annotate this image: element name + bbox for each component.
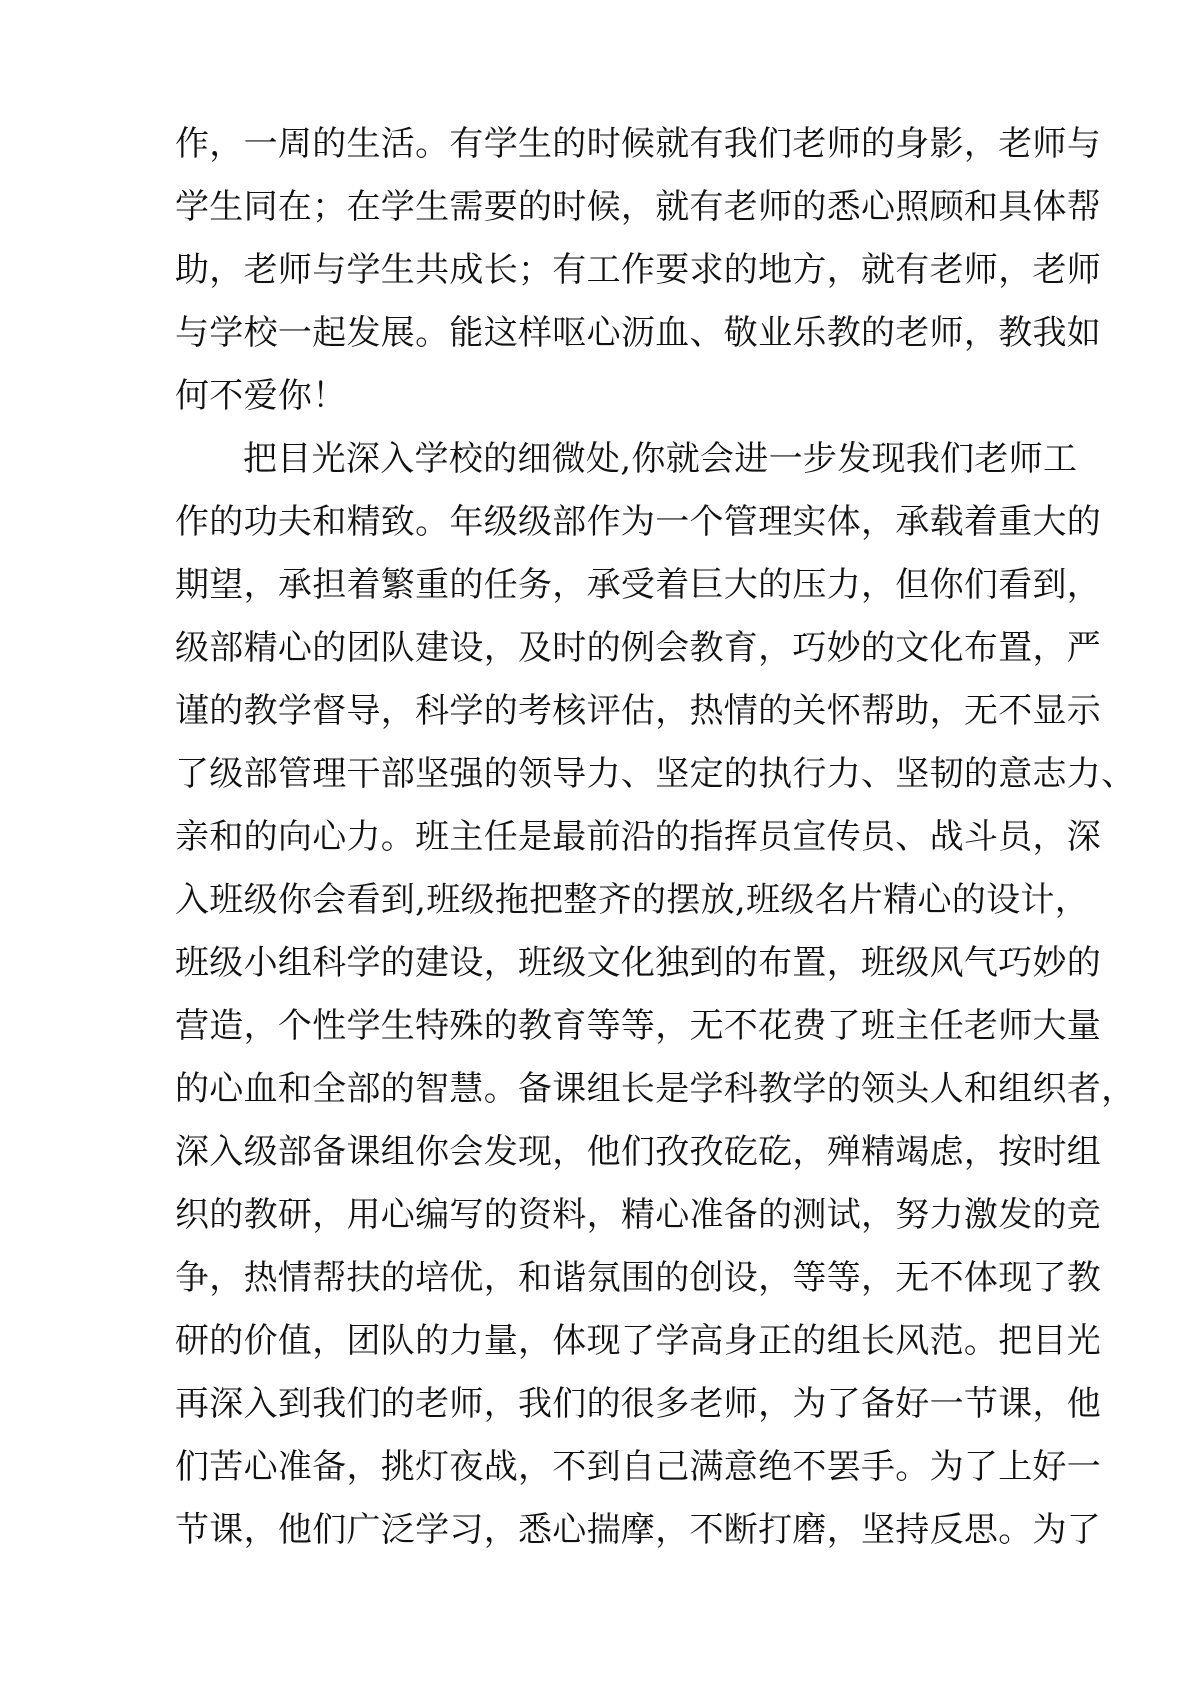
text-line: 深入级部备课组你会发现，他们孜孜矻矻，殚精竭虑，按时组	[175, 1132, 1102, 1172]
body-text	[175, 113, 1136, 1562]
text-line: 何不爱你！	[175, 376, 347, 416]
text-line: 了级部管理干部坚强的领导力、坚定的执行力、坚韧的意志力、	[175, 754, 1136, 794]
text-line: 作的功夫和精致。年级级部作为一个管理实体，承载着重大的	[175, 502, 1102, 542]
text-line: 级部精心的团队建设，及时的例会教育，巧妙的文化布置，严	[175, 628, 1102, 668]
text-line: 研的价值，团队的力量，体现了学高身正的组长风范。把目光	[175, 1321, 1102, 1361]
paragraph-first-line: 把目光深入学校的细微处,你就会进一步发现我们老师工	[243, 439, 1078, 479]
text-line: 亲和的向心力。班主任是最前沿的指挥员宣传员、战斗员，深	[175, 817, 1102, 857]
text-line: 节课，他们广泛学习，悉心揣摩，不断打磨，坚持反思。为了	[175, 1510, 1102, 1550]
text-line: 们苦心准备，挑灯夜战，不到自己满意绝不罢手。为了上好一	[175, 1447, 1102, 1487]
text-line: 班级小组科学的建设，班级文化独到的布置，班级风气巧妙的	[175, 943, 1102, 983]
text-line: 与学校一起发展。能这样呕心沥血、敬业乐教的老师，教我如	[175, 313, 1102, 353]
text-line: 作，一周的生活。有学生的时候就有我们老师的身影，老师与	[175, 124, 1102, 164]
text-line: 学生同在；在学生需要的时候，就有老师的悉心照顾和具体帮	[175, 187, 1102, 227]
text-line: 的心血和全部的智慧。备课组长是学科教学的领头人和组织者，	[175, 1069, 1136, 1109]
text-line: 争，热情帮扶的培优，和谐氛围的创设，等等，无不体现了教	[175, 1258, 1102, 1298]
text-line: 入班级你会看到,班级拖把整齐的摆放,班级名片精心的设计，	[175, 880, 1090, 920]
text-line: 再深入到我们的老师，我们的很多老师，为了备好一节课，他	[175, 1384, 1102, 1424]
text-line: 助，老师与学生共成长；有工作要求的地方，就有老师，老师	[175, 250, 1102, 290]
text-line: 营造，个性学生特殊的教育等等，无不花费了班主任老师大量	[175, 1006, 1102, 1046]
text-line: 织的教研，用心编写的资料，精心准备的测试，努力激发的竞	[175, 1195, 1102, 1235]
text-line: 期望，承担着繁重的任务，承受着巨大的压力，但你们看到，	[175, 565, 1102, 605]
text-line: 谨的教学督导，科学的考核评估，热情的关怀帮助，无不显示	[175, 691, 1102, 731]
